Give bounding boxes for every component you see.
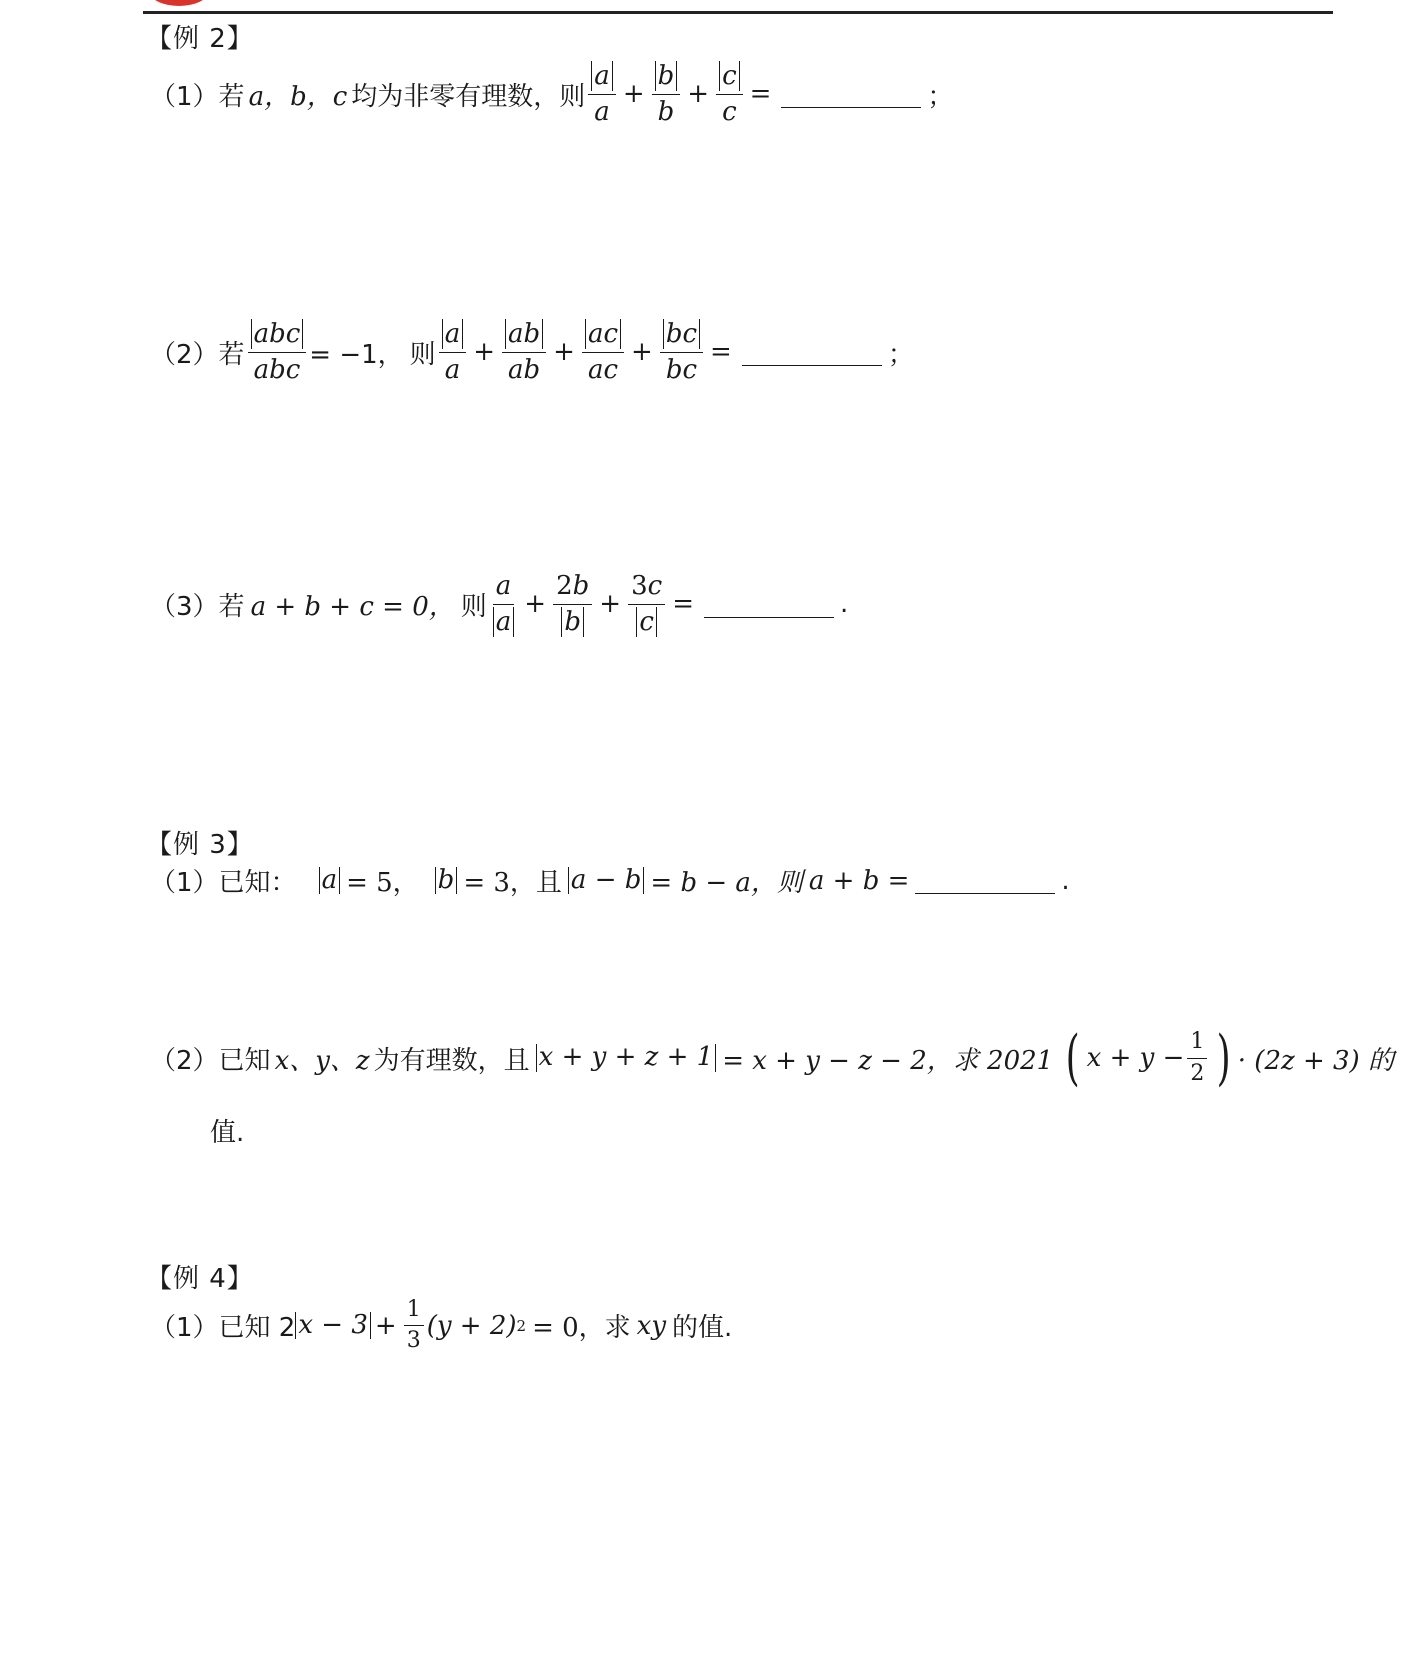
answer-blank[interactable] [781,81,921,108]
answer-blank[interactable] [915,867,1055,894]
header-logo [150,0,208,6]
problem-label: （1） [150,81,219,112]
answer-blank[interactable] [742,339,882,366]
example-2-title: 【例 2】 [146,24,254,54]
fraction: $\frac{1}{3}$ [404,1298,424,1353]
fraction: $\frac{1}{2}$ [1187,1030,1207,1085]
example-2-problem-2: （2） 若 $\frac{\text{abc}}{\text{abc}}$ = −1， 则 $\frac{a}{a}$ + $\frac{ab}{ab}$ + $\frac{ac}{ac}$ + $\frac{bc}{bc}$ = ； [150,319,914,385]
example-4-problem-1: （1） 已知 2 x − 3 + $\frac{1}{3}$ (y + 2) 2 = 0，求 xy 的值. [150,1297,733,1354]
header-rule [143,11,1333,14]
example-3-problem-2: （2） 已知 x、y、z 为有理数，且 x + y + z + 1 = x + y − z − 2，求 2021 ( x + y − $\frac{1}{2}$ ) · (2z + 3) 的 [150,1023,1394,1093]
fraction: $\frac{ab}{ab}$ [502,320,546,384]
example-2-problem-1: （1） 若 a，b，c 均为非零有理数，则 $\frac{a}{a}$ + $\frac{b}{b}$ + $\frac{c}{c}$ = ； [150,61,954,127]
fraction: $\frac{3c}{c}$ [628,572,665,636]
fraction: $\frac{a}{a}$ [588,62,616,126]
fraction: $\frac{\text{abc}}{\text{abc}}$ [248,320,307,384]
fraction: $\frac{ac}{ac}$ [582,320,624,384]
answer-blank[interactable] [704,591,834,618]
fraction: $\frac{b}{b}$ [652,62,681,126]
example-2-problem-3: （3） 若 a + b + c = 0， 则 $\frac{a}{a}$ + $\frac{2b}{b}$ + $\frac{3c}{c}$ = . [150,571,849,637]
fraction: $\frac{c}{c}$ [716,62,743,126]
example-3-problem-1: （1） 已知： a = 5， b = 3，且 a − b = b − a，则 a + b = . [150,864,1070,898]
example-3-title: 【例 3】 [146,830,254,860]
example-4-title: 【例 4】 [146,1264,254,1294]
fraction: $\frac{a}{a}$ [490,572,518,636]
fraction: $\frac{a}{a}$ [439,320,467,384]
fraction: $\frac{2b}{b}$ [553,572,592,636]
fraction: $\frac{bc}{bc}$ [660,320,703,384]
example-3-problem-2-continued: 值. [210,1118,245,1148]
